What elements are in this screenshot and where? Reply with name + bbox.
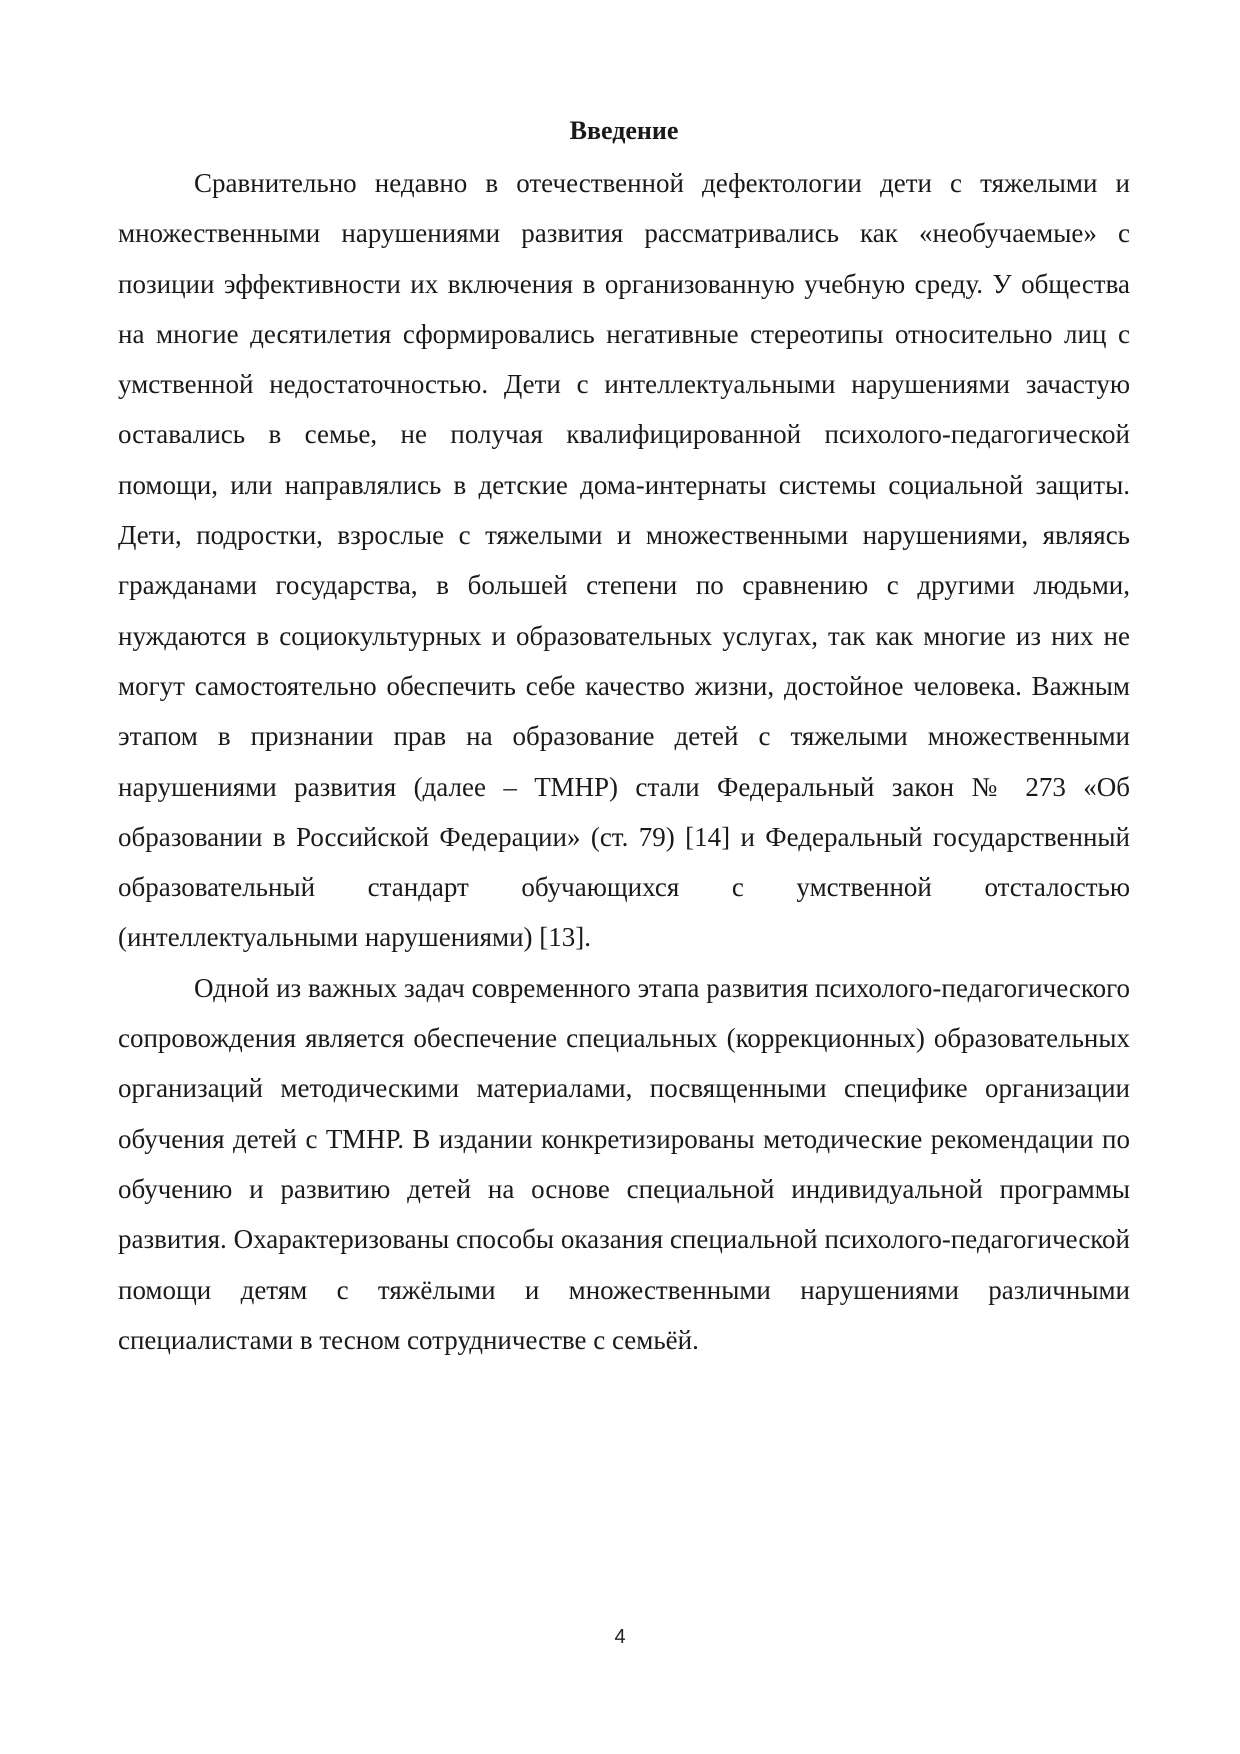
section-title: Введение — [569, 116, 679, 145]
paragraph-intro: Сравнительно недавно в отечественной дефектологии дети с тяжелыми и множественными нарушениями развития рассматривались как «необучаемые» с позиции эффективности их включения в организованную учебную среду. У общества на многие десятилетия сформировались негативные стереотипы относительно лиц с умственной недостаточностью. Дети с интеллектуальными нарушениями зачастую оставались в семье, не получая квалифицированной психолого-педагогической помощи, или направлялись в детские дома-интернаты системы социальной защиты. Дети, подростки, взрослые с тяжелыми и множественными нарушениями, являясь гражданами государства, в большей степени по сравнению с другими людьми, нуждаются в социокультурных и образовательных услугах, так как многие из них не могут самостоятельно обеспечить себе качество жизни, достойное человека. Важным этапом в признании прав на образование детей с тяжелыми множественными нарушениями развития (далее – ТМНР) стали Федеральный закон № 273 «Об образовании в Российской Федерации» (ст. 79) [14] и Федеральный государственный образовательный стандарт обучающихся с умственной отсталостью (интеллектуальными нарушениями) [13]. — [118, 168, 1130, 953]
paragraph-tasks: Одной из важных задач современного этапа развития психолого-педагогического сопровождения является обеспечение специальных (коррекционных) образовательных организаций методическими материалами, посвященными специфике организации обучения детей с ТМНР. В издании конкретизированы методические рекомендации по обучению и развитию детей на основе специальной индивидуальной программы развития. Охарактеризованы способы оказания специальной психолого-педагогической помощи детям с тяжёлыми и множественными нарушениями различными специалистами в тесном сотрудничестве с семьёй. — [118, 972, 1130, 1355]
page-number: 4 — [614, 1626, 626, 1648]
page-content — [118, 116, 1130, 1365]
